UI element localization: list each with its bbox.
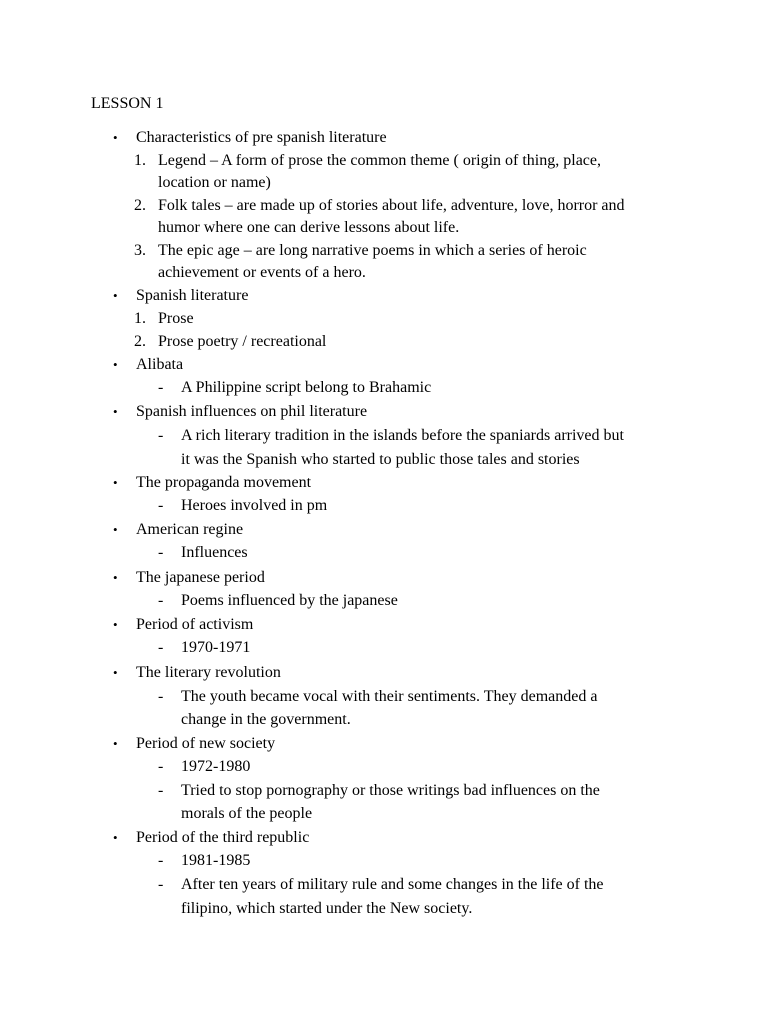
bullet-marker: • <box>113 522 118 537</box>
list-item-text: A Philippine script belong to Brahamic <box>181 379 432 396</box>
list-item-text: 1981-1985 <box>181 852 251 869</box>
number-marker: 2. <box>134 197 146 214</box>
dash-marker: - <box>158 592 164 609</box>
list-item-text: Legend – A form of prose the common theme ( origin of thing, place, <box>158 152 601 169</box>
number-marker: 2. <box>134 333 146 350</box>
bullet-marker: • <box>113 617 118 632</box>
bullet-marker: • <box>113 736 118 751</box>
number-marker: 1. <box>134 310 146 327</box>
list-item-text: Prose <box>158 310 194 327</box>
dash-marker: - <box>158 782 164 799</box>
list-item-text: Prose poetry / recreational <box>158 333 327 350</box>
bullet-marker: • <box>113 665 118 680</box>
list-item-text: humor where one can derive lessons about life. <box>158 219 460 236</box>
dash-marker: - <box>158 876 164 893</box>
list-item-text: The youth became vocal with their sentiments. They demanded a <box>181 688 598 705</box>
list-item-text: After ten years of military rule and some changes in the life of the <box>181 876 604 893</box>
dash-marker: - <box>158 497 164 514</box>
list-item-text: The literary revolution <box>136 664 281 681</box>
dash-marker: - <box>158 427 164 444</box>
dash-marker: - <box>158 852 164 869</box>
number-marker: 3. <box>134 242 146 259</box>
list-item-text: 1970-1971 <box>181 639 251 656</box>
bullet-marker: • <box>113 404 118 419</box>
dash-marker: - <box>158 639 164 656</box>
list-item-text: Folk tales – are made up of stories about life, adventure, love, horror and <box>158 197 625 214</box>
list-item-text: A rich literary tradition in the islands before the spaniards arrived but <box>181 427 624 444</box>
list-item-text: Period of activism <box>136 616 254 633</box>
bullet-marker: • <box>113 570 118 585</box>
list-item-text: Characteristics of pre spanish literature <box>136 129 387 146</box>
list-item-text: Tried to stop pornography or those writings bad influences on the <box>181 782 600 799</box>
list-item-text: Heroes involved in pm <box>181 497 328 514</box>
list-item-text: The japanese period <box>136 569 265 586</box>
dash-marker: - <box>158 544 164 561</box>
bullet-marker: • <box>113 357 118 372</box>
bullet-marker: • <box>113 288 118 303</box>
dash-marker: - <box>158 379 164 396</box>
list-item-text: Spanish influences on phil literature <box>136 403 368 420</box>
lesson-title: LESSON 1 <box>91 95 164 112</box>
number-marker: 1. <box>134 152 146 169</box>
dash-marker: - <box>158 688 164 705</box>
list-item-text: morals of the people <box>181 805 313 822</box>
list-item-text: change in the government. <box>181 711 351 728</box>
list-item-text: location or name) <box>158 174 271 191</box>
list-item-text: Influences <box>181 544 248 561</box>
list-item-text: The epic age – are long narrative poems in which a series of heroic <box>158 242 587 259</box>
list-item-text: 1972-1980 <box>181 758 251 775</box>
bullet-marker: • <box>113 130 118 145</box>
list-item-text: Period of new society <box>136 735 276 752</box>
list-item-text: American regine <box>136 521 244 538</box>
dash-marker: - <box>158 758 164 775</box>
list-item-text: filipino, which started under the New society. <box>181 900 473 917</box>
list-item-text: The propaganda movement <box>136 474 312 491</box>
list-item-text: Period of the third republic <box>136 829 310 846</box>
list-item-text: achievement or events of a hero. <box>158 264 366 281</box>
bullet-marker: • <box>113 475 118 490</box>
list-item-text: Spanish literature <box>136 287 249 304</box>
list-item-text: Poems influenced by the japanese <box>181 592 398 609</box>
bullet-marker: • <box>113 830 118 845</box>
list-item-text: it was the Spanish who started to public those tales and stories <box>181 451 580 468</box>
list-item-text: Alibata <box>136 356 184 373</box>
